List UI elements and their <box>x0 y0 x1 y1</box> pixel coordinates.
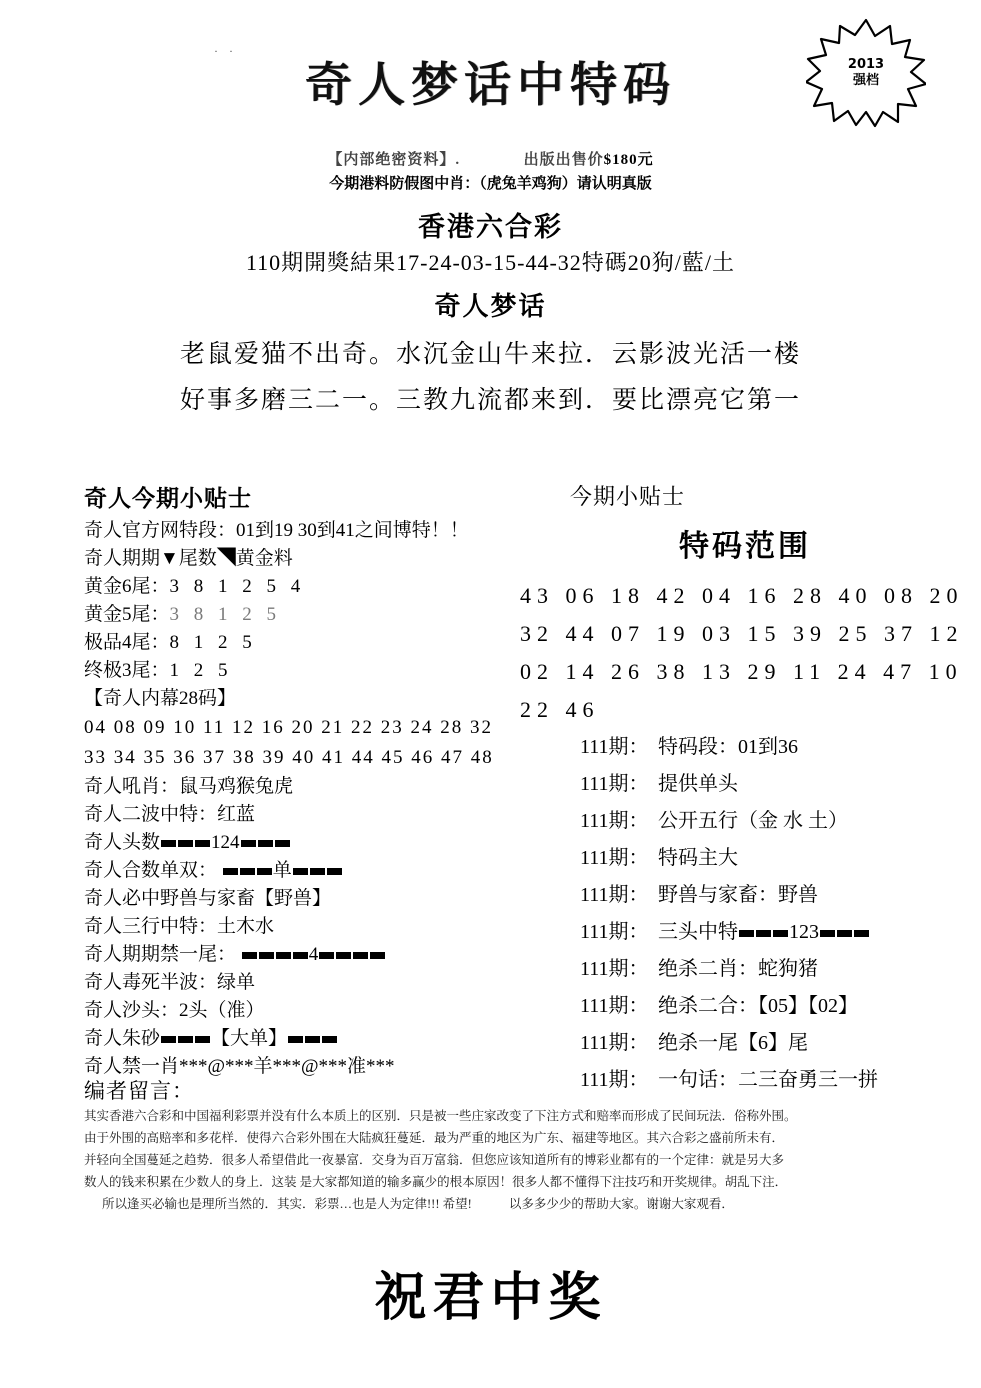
left-item <box>84 829 534 857</box>
tip-period: 111期： <box>580 1032 649 1054</box>
tip-row <box>520 988 950 1025</box>
burst-year: 2013 <box>847 57 885 72</box>
bar-marks <box>240 829 291 857</box>
poem-line-1: 老鼠爱猫不出奇。水沉金山牛来拉．云影波光活一楼 <box>179 341 801 368</box>
item-value: 鼠马鸡猴兔虎 <box>179 776 294 797</box>
tip-text: 提供单头 <box>658 773 738 795</box>
row-value: 01到19 30到41之间博特！！ <box>236 520 469 541</box>
item-label: 奇人沙头： <box>84 1000 180 1021</box>
tip-text: 三头中特 <box>658 921 738 943</box>
tip-period: 111期： <box>580 810 649 832</box>
left-row <box>84 601 534 629</box>
notice-line-2: 今期港料防假图中肖：（虎兔羊鸡狗）请认明真版 <box>329 176 652 192</box>
left-heading: 奇人今期小贴士 <box>84 486 252 511</box>
range-row: 43 06 18 42 04 16 28 40 08 20 <box>520 583 964 608</box>
tip-text: 绝杀一尾【6】尾 <box>658 1032 808 1054</box>
bar-marks <box>738 914 789 951</box>
item-value: 2头（准） <box>179 1000 265 1021</box>
editor-note-label: 编者留言： <box>84 1079 194 1103</box>
item-label: 奇人三行中特： <box>84 916 218 937</box>
tip-text: 野兽与家畜：野兽 <box>658 884 818 906</box>
tip-period: 111期： <box>580 958 649 980</box>
left-item <box>84 913 534 941</box>
right-heading: 今期小贴士 <box>570 484 686 509</box>
row-value: 3 8 1 2 5 4 <box>169 576 306 597</box>
draw-result: 110期開獎結果17-24-03-15-44-32特碼20狗/藍/土 <box>245 250 736 275</box>
tip-period: 111期： <box>580 1069 649 1091</box>
tip-period: 111期： <box>580 736 649 758</box>
inside-title: 【奇人内幕28码】 <box>84 688 237 709</box>
tip-text: 绝杀二肖：蛇狗猪 <box>658 958 818 980</box>
row-label: 黄金5尾： <box>84 604 170 625</box>
starburst-badge <box>806 18 926 128</box>
price-value: $180 <box>603 152 638 168</box>
tip-text: 绝杀二合：【05】【02】 <box>658 995 858 1017</box>
item-label: 奇人头数 <box>84 832 161 853</box>
row-label: 奇人官方网特段： <box>84 520 237 541</box>
bar-marks <box>222 857 273 885</box>
item-label: 奇人期期禁一尾： <box>84 944 237 965</box>
item-label: 奇人合数单双： <box>84 860 218 881</box>
item-value: 绿单 <box>217 972 256 993</box>
item-label: 奇人二波中特： <box>84 804 218 825</box>
left-row <box>84 545 534 573</box>
item-label: 奇人毒死半波： <box>84 972 218 993</box>
editor-paragraph: 数人的钱来积累在少数人的身上．这装 是大家都知道的输多赢少的根本原因！很多人都不懂得下注技巧和开奖规律。胡乱下注． <box>84 1175 788 1189</box>
tip-row <box>520 914 950 951</box>
row-value: 1 2 5 <box>169 660 233 681</box>
item-value: 土木水 <box>217 916 275 937</box>
special-range-title: 特码范围 <box>679 530 811 563</box>
item-label: 奇人吼肖： <box>84 776 180 797</box>
tip-period: 111期： <box>580 884 649 906</box>
left-row <box>84 573 534 601</box>
tip-period: 111期： <box>580 847 649 869</box>
bar-marks <box>241 941 309 969</box>
range-row: 32 44 07 19 03 15 39 25 37 12 <box>520 621 964 646</box>
right-column <box>520 480 964 1099</box>
tip-text: 特码段：01到36 <box>658 736 798 758</box>
editor-paragraph-final-a: 所以逢买必输也是理所当然的．其实．彩票…也是人为定律!!! 希望! <box>102 1197 472 1211</box>
bar-marks <box>292 857 343 885</box>
tip-row <box>520 840 950 877</box>
price-label: 出版出售价 <box>523 152 604 168</box>
tip-text: 公开五行（金 水 土） <box>658 810 848 832</box>
row-label: 极品4尾： <box>84 632 170 653</box>
left-row <box>84 629 534 657</box>
left-item <box>84 885 534 913</box>
item-label: 奇人必中野兽与家畜【野兽】 <box>84 888 332 909</box>
item-label: 奇人禁一肖***@***羊***@***准*** <box>84 1056 395 1077</box>
price-unit: 元 <box>637 152 654 168</box>
editor-paragraph: 并轻向全国蔓延之趋势．很多人希望借此一夜暴富．交身为百万富翁．但您应该知道所有的博彩业都有的一个定律：就是另大多 <box>84 1153 785 1167</box>
bar-marks <box>819 914 870 951</box>
bar-marks <box>160 1025 211 1053</box>
item-value: 124 <box>211 832 240 853</box>
poem-line-2: 好事多磨三二一。三教九流都来到．要比漂亮它第一 <box>179 387 801 414</box>
burst-label: 强档 <box>852 73 879 88</box>
left-item <box>84 969 534 997</box>
bar-marks <box>287 1025 338 1053</box>
tip-row <box>520 766 950 803</box>
section-title-qiren: 奇人梦话 <box>434 292 547 321</box>
left-item <box>84 773 534 801</box>
editor-note-body <box>84 1105 884 1215</box>
tip-text: 一句话：二三奋勇三一拼 <box>658 1069 878 1091</box>
inside-numbers-row-1: 04 08 09 10 11 12 16 20 21 22 23 24 28 32 <box>84 717 494 738</box>
row-label: 黄金6尾： <box>84 576 170 597</box>
left-column <box>84 480 534 1081</box>
notice-line-1 <box>0 148 981 169</box>
row-label: 终极3尾： <box>84 660 170 681</box>
tip-row <box>520 951 950 988</box>
editor-paragraph: 其实香港六合彩和中国福利彩票并没有什么本质上的区别．只是被一些庄家改变了下注方式和赔率而形成了民间玩法．俗称外围。 <box>84 1109 797 1123</box>
row-value: 3 8 1 2 5 <box>169 604 282 625</box>
left-item <box>84 857 534 885</box>
row-label: 奇人期期▼尾数◥黄金料 <box>84 548 293 569</box>
bar-marks <box>318 941 386 969</box>
tip-row <box>520 729 950 766</box>
editor-paragraph: 由于外围的高赔率和多花样．使得六合彩外围在大陆疯狂蔓延．最为严重的地区为广东、福建等地区。其六合彩之盛前所未有． <box>84 1131 785 1145</box>
editor-paragraph-final <box>84 1193 884 1215</box>
tip-row <box>520 1062 950 1099</box>
tip-period: 111期： <box>580 995 649 1017</box>
editor-paragraph-final-b: 以多多少少的帮助大家。谢谢大家观看． <box>508 1197 734 1211</box>
left-item <box>84 997 534 1025</box>
footer-wish: 祝君中奖 <box>374 1267 607 1328</box>
item-value: 单 <box>272 860 292 881</box>
tip-text: 特码主大 <box>658 847 738 869</box>
tip-period: 111期： <box>580 921 649 943</box>
tip-row <box>520 1025 950 1062</box>
left-item <box>84 801 534 829</box>
tip-row <box>520 803 950 840</box>
item-value: 【大单】 <box>211 1028 288 1049</box>
inside-numbers-row-2: 33 34 35 36 37 38 39 40 41 44 45 46 47 48 <box>84 747 494 768</box>
left-item <box>84 941 534 969</box>
left-row <box>84 657 534 685</box>
bar-marks <box>160 829 211 857</box>
range-row: 22 46 <box>520 697 600 722</box>
tip-bar-value: 123 <box>789 921 819 943</box>
left-item <box>84 1025 534 1053</box>
decorative-dots: · · <box>214 44 237 58</box>
item-value: 4 <box>308 944 319 965</box>
item-label: 奇人朱砂 <box>84 1028 161 1049</box>
item-value: 红蓝 <box>217 804 256 825</box>
page-title: 奇人梦话中特码 <box>305 58 676 113</box>
left-row <box>84 517 534 545</box>
confidential-label: 【内部绝密资料】. <box>327 152 461 168</box>
tip-row <box>520 877 950 914</box>
tip-period: 111期： <box>580 773 649 795</box>
range-row: 02 14 26 38 13 29 11 24 47 10 <box>520 659 963 684</box>
lottery-name: 香港六合彩 <box>418 212 563 242</box>
row-value: 8 1 2 5 <box>169 632 257 653</box>
